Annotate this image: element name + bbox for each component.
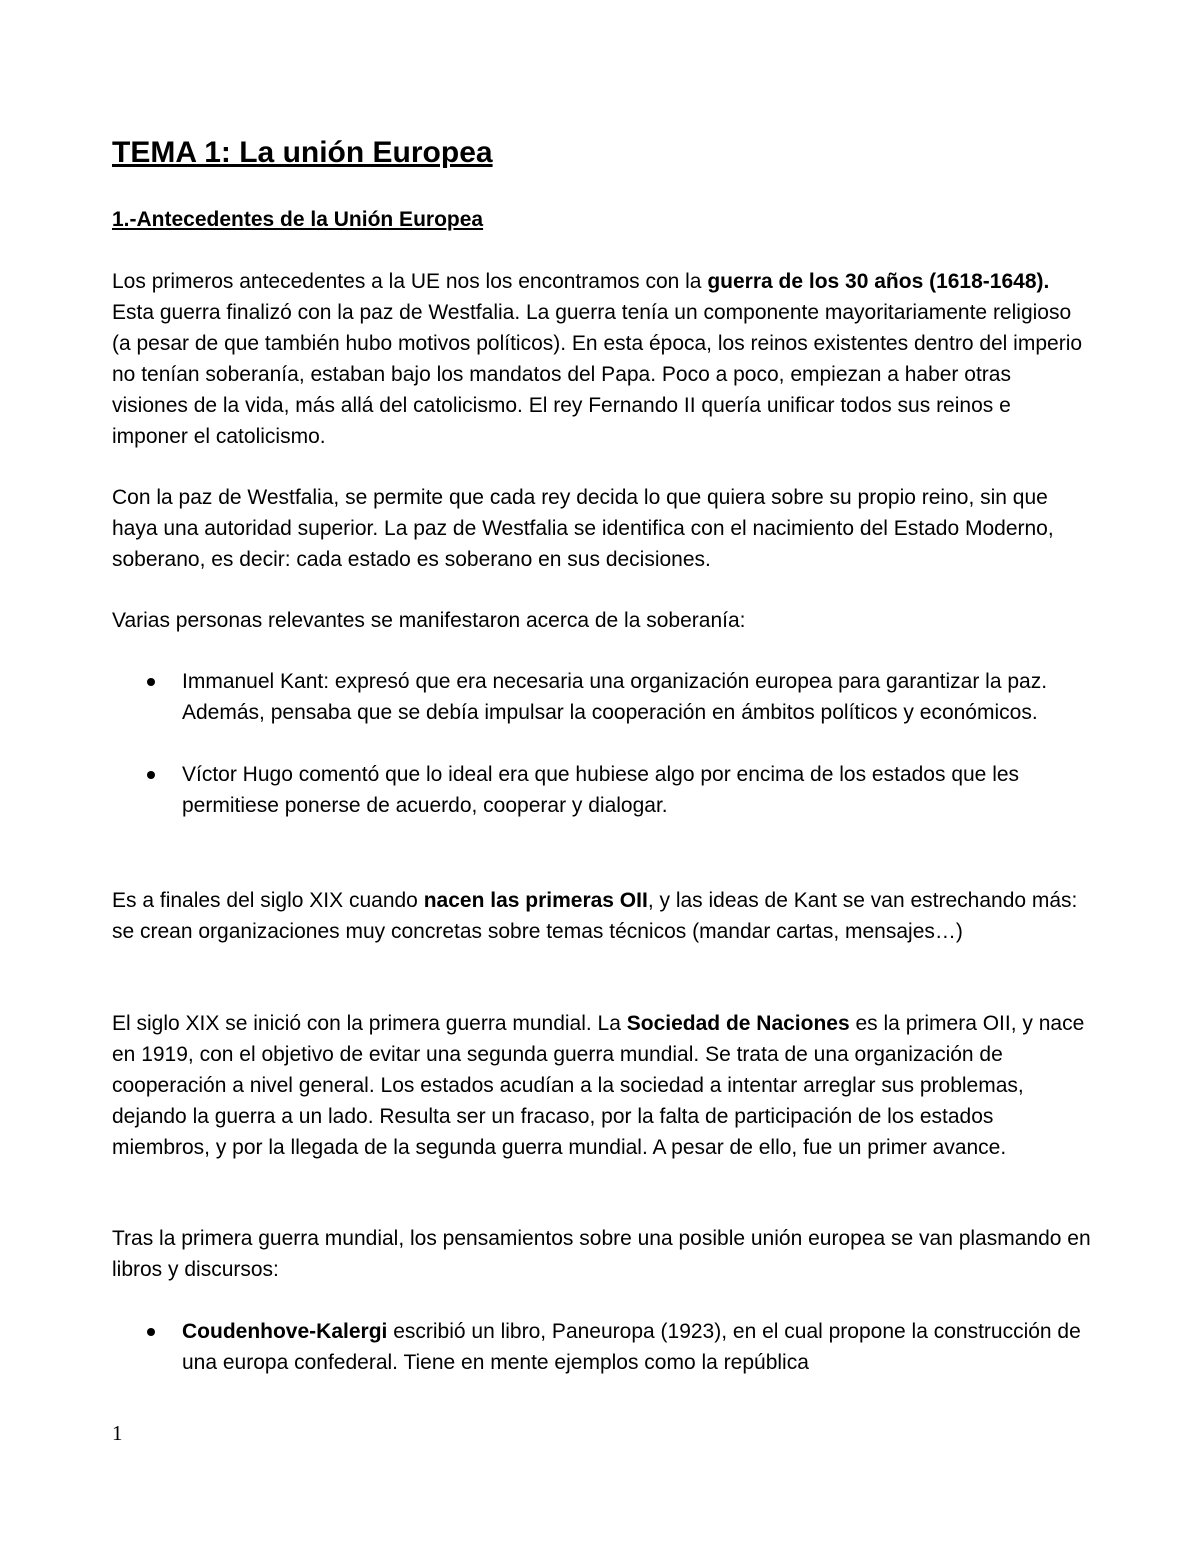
list-item (182, 759, 1092, 821)
paragraph-text: Esta guerra finalizó con la paz de Westfalia. La guerra tenía un componente mayoritariamente religioso (a pesar de que también hubo motivos políticos). En esta época, los reinos existentes dentro del imperio no tenían soberanía, estaban bajo los mandatos del Papa. Poco a poco, empiezan a haber otras visiones de la vida, más allá del catolicismo. El rey Fernando II quería unificar todos sus reinos e imponer el catolicismo. (112, 301, 1083, 448)
list-item-text: Víctor Hugo comentó que lo ideal era que hubiese algo por encima de los estados que les permitiese ponerse de acuerdo, cooperar y dialogar. (182, 763, 1020, 817)
bold-text: Sociedad de Naciones (626, 1012, 850, 1035)
bullet-icon (147, 771, 155, 779)
bold-text: Coudenhove-Kalergi (182, 1320, 388, 1343)
bold-text: nacen las primeras OII (423, 889, 648, 912)
list-item (182, 1316, 1092, 1378)
bullet-icon (147, 678, 155, 686)
page-number: 1 (112, 1421, 123, 1445)
list-item-text: escribió un libro, Paneuropa (1923), en el cual propone la construcción de una europa confederal. Tiene en mente ejemplos como la república (182, 1320, 1081, 1374)
paragraph-text: , y las ideas de Kant se van estrechando más: se crean organizaciones muy concretas sobre temas técnicos (mandar cartas, mensajes…) (112, 889, 1078, 943)
bullet-list-authors (182, 1316, 1092, 1378)
list-item-text: Immanuel Kant: expresó que era necesaria una organización europea para garantizar la paz. Además, pensaba que se debía impulsar la cooperación en ámbitos políticos y económicos. (182, 670, 1048, 724)
paragraph-text: es la primera OII, y nace en 1919, con el objetivo de evitar una segunda guerra mundial. Se trata de una organización de cooperación a nivel general. Los estados acudían a la sociedad a intentar arreglar sus problemas, dejando la guerra a un lado. Resulta ser un fracaso, por la falta de participación de los estados miembros, y por la llegada de la segunda guerra mundial. A pesar de ello, fue un primer avance. (112, 1012, 1085, 1159)
paragraph-text: El siglo XIX se inició con la primera guerra mundial. La (112, 1012, 627, 1035)
bold-text: guerra de los 30 años (1618-1648). (707, 270, 1050, 293)
paragraph-sociedad-naciones (112, 1008, 1092, 1163)
paragraph-soberania-intro: Varias personas relevantes se manifestaron acerca de la soberanía: (112, 609, 746, 632)
bullet-icon (147, 1328, 155, 1336)
list-item (182, 666, 1092, 728)
paragraph-antecedentes (112, 266, 1092, 452)
document-title: TEMA 1: La unión Europea (112, 136, 493, 169)
paragraph-oii (112, 885, 1092, 947)
paragraph-westfalia: Con la paz de Westfalia, se permite que cada rey decida lo que quiera sobre su propio reino, sin que haya una autoridad superior. La paz de Westfalia se identifica con el nacimiento del Estado Moderno, soberano, es decir: cada estado es soberano en sus decisiones. (112, 486, 1054, 571)
bullet-list-people (182, 666, 1092, 821)
paragraph-pensamientos: Tras la primera guerra mundial, los pensamientos sobre una posible unión europea se van plasmando en libros y discursos: (112, 1227, 1091, 1281)
section-heading: 1.-Antecedentes de la Unión Europea (112, 208, 484, 231)
paragraph-text: Los primeros antecedentes a la UE nos los encontramos con la (112, 270, 708, 293)
paragraph-text: Es a finales del siglo XIX cuando (112, 889, 424, 912)
